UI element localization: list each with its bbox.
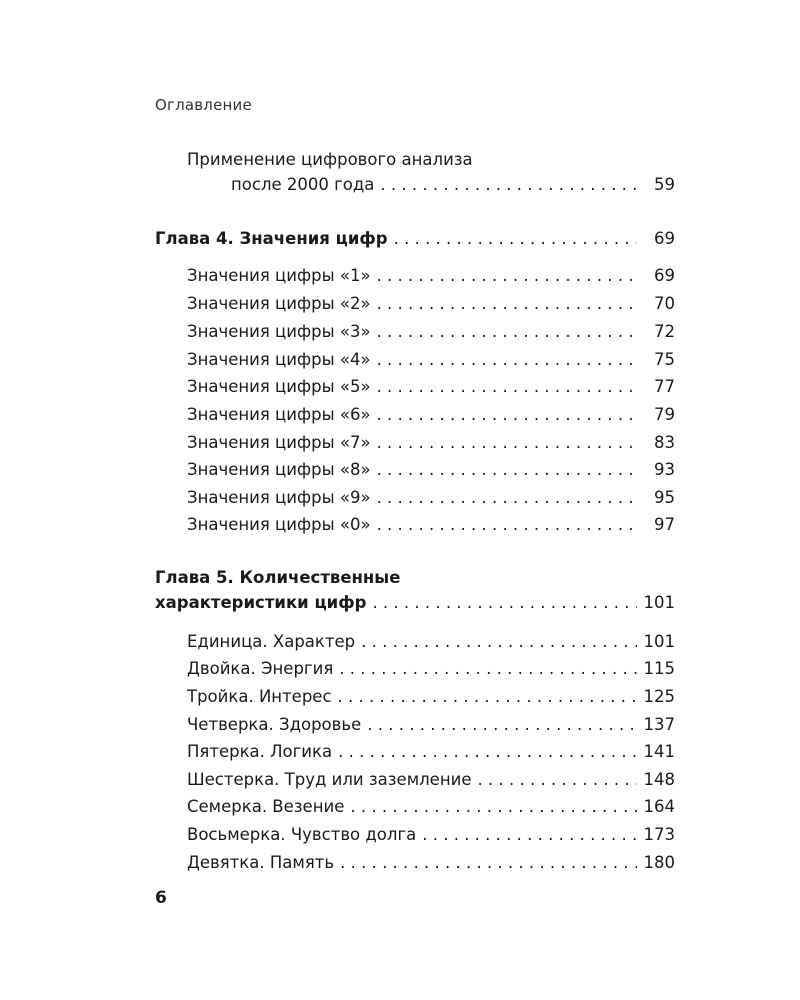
toc-page-number: 180 bbox=[643, 853, 675, 872]
toc-page-number: 83 bbox=[654, 433, 675, 452]
leader-dots bbox=[478, 768, 638, 792]
toc-entry-label: Значения цифры «8» bbox=[187, 460, 371, 479]
toc-page-number: 164 bbox=[643, 797, 675, 816]
toc-chapter-4[interactable] bbox=[155, 227, 675, 251]
leader-dots bbox=[377, 292, 637, 316]
toc-entry[interactable] bbox=[155, 657, 675, 681]
toc-entry-label: Значения цифры «2» bbox=[187, 294, 371, 313]
toc-page-number: 69 bbox=[654, 266, 675, 285]
toc-entry-label: Значения цифры «5» bbox=[187, 377, 371, 396]
leader-dots bbox=[377, 403, 637, 427]
toc-page-number: 72 bbox=[654, 322, 675, 341]
leader-dots bbox=[338, 740, 637, 764]
toc-entry-label: Тройка. Интерес bbox=[187, 687, 332, 706]
leader-dots bbox=[422, 823, 637, 847]
leader-dots bbox=[377, 320, 637, 344]
toc-page-number: 101 bbox=[643, 632, 675, 651]
toc-entry-label: Значения цифры «0» bbox=[187, 515, 371, 534]
toc-entry-label: Значения цифры «7» bbox=[187, 433, 371, 452]
toc-page-number: 93 bbox=[654, 460, 675, 479]
toc-entry-label: Девятка. Память bbox=[187, 853, 335, 872]
running-head: Оглавление bbox=[155, 96, 252, 114]
toc-entry-label: Значения цифры «6» bbox=[187, 405, 371, 424]
leader-dots bbox=[377, 375, 637, 399]
leader-dots bbox=[372, 591, 637, 615]
toc-entry-carryover-line1[interactable] bbox=[155, 148, 675, 172]
toc-page-number: 69 bbox=[654, 229, 675, 248]
chapter-title: характеристики цифр bbox=[155, 593, 367, 612]
toc-page-number: 59 bbox=[654, 175, 675, 194]
leader-dots bbox=[361, 630, 637, 654]
toc-entry-label: Значения цифры «1» bbox=[187, 266, 371, 285]
leader-dots bbox=[340, 851, 637, 875]
leader-dots bbox=[377, 264, 637, 288]
leader-dots bbox=[350, 795, 637, 819]
toc-entry[interactable] bbox=[155, 740, 675, 764]
toc-entry[interactable] bbox=[155, 513, 675, 537]
toc-page-number: 115 bbox=[643, 659, 675, 678]
toc-page-number: 141 bbox=[643, 742, 675, 761]
toc-page-number: 101 bbox=[643, 593, 675, 612]
leader-dots bbox=[377, 348, 637, 372]
leader-dots bbox=[377, 513, 637, 537]
toc-page-number: 70 bbox=[654, 294, 675, 313]
toc-chapter-5-line1[interactable] bbox=[155, 566, 675, 590]
toc-page-number: 137 bbox=[643, 715, 675, 734]
toc-entry[interactable] bbox=[155, 458, 675, 482]
leader-dots bbox=[339, 657, 637, 681]
chapter-title: Глава 5. Количественные bbox=[155, 568, 401, 587]
toc-entry[interactable] bbox=[155, 486, 675, 510]
toc-entry-label: Значения цифры «3» bbox=[187, 322, 371, 341]
toc-entry[interactable] bbox=[155, 403, 675, 427]
toc-entry[interactable] bbox=[155, 795, 675, 819]
toc-entry[interactable] bbox=[155, 348, 675, 372]
toc-page-number: 173 bbox=[643, 825, 675, 844]
page-number-folio: 6 bbox=[155, 888, 167, 908]
toc-entry-label: Двойка. Энергия bbox=[187, 659, 334, 678]
toc-page-number: 75 bbox=[654, 350, 675, 369]
leader-dots bbox=[367, 713, 637, 737]
toc-page-number: 79 bbox=[654, 405, 675, 424]
leader-dots bbox=[380, 173, 637, 197]
toc-entry-label: Единица. Характер bbox=[187, 632, 356, 651]
toc-entry[interactable] bbox=[155, 630, 675, 654]
toc-entry[interactable] bbox=[155, 713, 675, 737]
toc-entry[interactable] bbox=[155, 292, 675, 316]
toc-entry[interactable] bbox=[155, 823, 675, 847]
toc-page-number: 95 bbox=[654, 488, 675, 507]
leader-dots bbox=[377, 431, 637, 455]
toc-entry[interactable] bbox=[155, 768, 675, 792]
toc-entry-label: Значения цифры «4» bbox=[187, 350, 371, 369]
leader-dots bbox=[394, 227, 637, 251]
toc-entry-label: Семерка. Везение bbox=[187, 797, 345, 816]
toc-page-number: 77 bbox=[654, 377, 675, 396]
toc-entry[interactable] bbox=[155, 375, 675, 399]
toc-entry-carryover-line2[interactable] bbox=[155, 173, 675, 197]
toc-entry-label: Восьмерка. Чувство долга bbox=[187, 825, 417, 844]
toc-entry-label: после 2000 года bbox=[231, 175, 375, 194]
toc-entry[interactable] bbox=[155, 264, 675, 288]
chapter-title: Глава 4. Значения цифр bbox=[155, 229, 388, 248]
toc-page-number: 97 bbox=[654, 515, 675, 534]
toc-entry[interactable] bbox=[155, 320, 675, 344]
toc-entry-label: Шестерка. Труд или заземление bbox=[187, 770, 472, 789]
toc-page-number: 148 bbox=[643, 770, 675, 789]
toc-entry-label: Применение цифрового анализа bbox=[187, 150, 473, 169]
toc-entry[interactable] bbox=[155, 851, 675, 875]
toc-page-number: 125 bbox=[643, 687, 675, 706]
leader-dots bbox=[377, 458, 637, 482]
toc-entry[interactable] bbox=[155, 685, 675, 709]
toc-entry-label: Пятерка. Логика bbox=[187, 742, 333, 761]
toc-chapter-5-line2[interactable] bbox=[155, 591, 675, 615]
toc-entry[interactable] bbox=[155, 431, 675, 455]
leader-dots bbox=[338, 685, 637, 709]
toc-entry-label: Четверка. Здоровье bbox=[187, 715, 362, 734]
toc-entry-label: Значения цифры «9» bbox=[187, 488, 371, 507]
leader-dots bbox=[377, 486, 637, 510]
